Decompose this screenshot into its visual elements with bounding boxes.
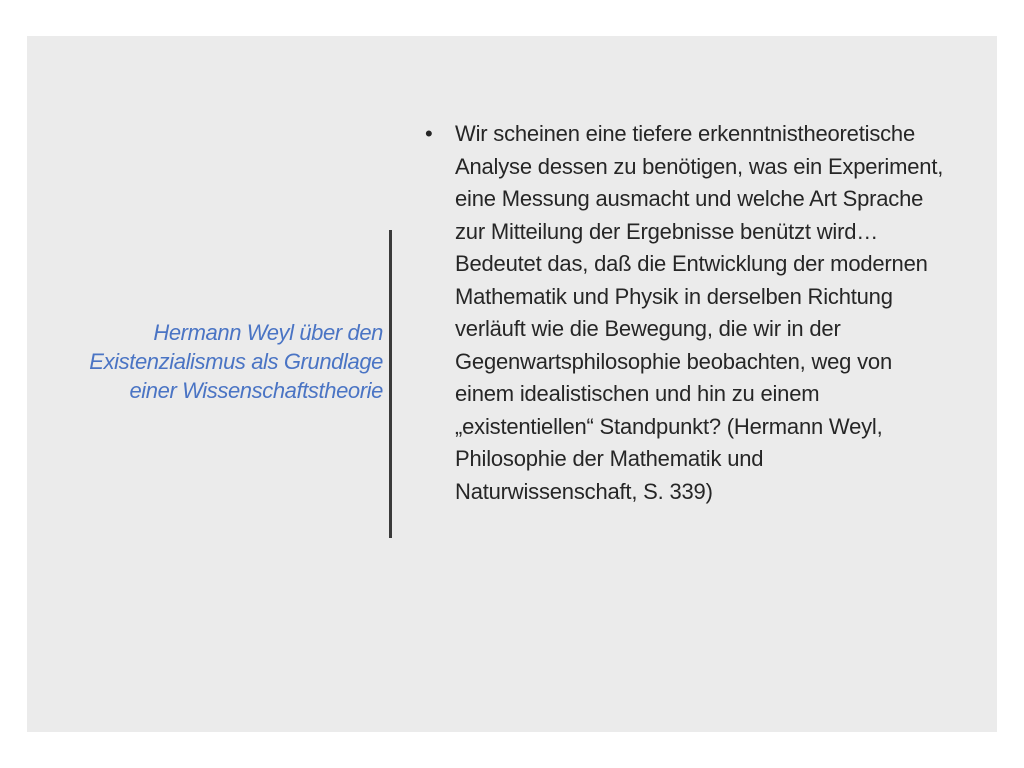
slide — [27, 36, 997, 732]
bullet-list — [425, 118, 945, 508]
bullet-text: Wir scheinen eine tiefere erkenntnistheoretische Analyse dessen zu benötigen, was ein Experiment, eine Messung ausmacht und welche Art Sprache zur Mitteilung der Ergebnisse benützt wird… Bedeutet das, daß die Entwicklung der modernen Mathematik und Physik in derselben Richtung verläuft wie die Bewegung, die wir in der Gegenwartsphilosophie beobachten, weg von einem idealistischen und hin zu einem „existentiellen“ Standpunkt? (Hermann Weyl, Philosophie der Mathematik und Naturwissenschaft, S. 339) — [455, 121, 944, 504]
vertical-divider — [389, 230, 392, 538]
bullet-icon: • — [425, 121, 433, 146]
slide-title: Hermann Weyl über den Existenzialismus als Grundlage einer Wissenschaftstheorie — [89, 320, 383, 403]
